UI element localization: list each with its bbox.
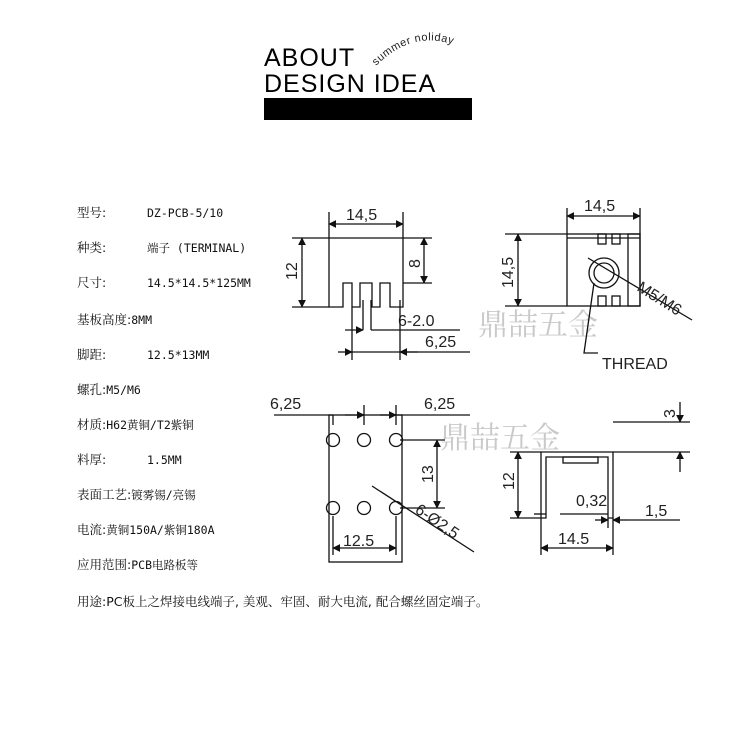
side-thread-label: THREAD	[602, 356, 668, 373]
profile-height: 12	[501, 472, 518, 490]
spec-row: 基板高度:8MM	[77, 312, 152, 327]
spec-row: 材质:H62黄铜/T2紫铜	[77, 417, 194, 432]
header-line-1: ABOUT	[264, 44, 356, 72]
side-height: 14,5	[500, 256, 517, 288]
bottom-horizontal: 12.5	[343, 533, 375, 550]
arc-text: summer noliday	[369, 31, 456, 69]
bottom-left: 6,25	[270, 396, 302, 413]
bottom-holes: 6-Ø2,5	[411, 501, 462, 543]
header-line-2: DESIGN IDEA	[264, 70, 437, 98]
watermark-1: 鼎喆五金	[478, 308, 598, 343]
spec-row: 种类: 端子 (TERMINAL)	[77, 240, 247, 255]
usage-text: 用途:PC板上之焊接电线端子, 美观、牢固、耐大电流, 配合螺丝固定端子。	[77, 594, 489, 609]
spec-row: 尺寸: 14.5*14.5*125MM	[77, 275, 251, 290]
watermark-2: 鼎喆五金	[440, 421, 560, 456]
profile-thickness: 0,32	[576, 493, 608, 510]
spec-row: 型号: DZ-PCB-5/10	[77, 205, 224, 220]
side-thread-size: M5/M6	[633, 278, 685, 320]
spec-row: 电流:黄铜150A/紫铜180A	[77, 522, 215, 537]
spec-row: 料厚: 1.5MM	[77, 452, 182, 467]
side-view	[500, 198, 692, 373]
spec-row: 脚距: 12.5*13MM	[77, 347, 210, 362]
profile-top: 3	[662, 409, 679, 418]
front-height: 12	[284, 262, 301, 280]
bottom-right: 6,25	[424, 396, 456, 413]
front-view	[284, 207, 470, 360]
profile-foot: 1,5	[645, 503, 668, 520]
bottom-vertical: 13	[420, 465, 437, 483]
profile-width: 14.5	[558, 531, 590, 548]
front-inner: 8	[407, 259, 424, 268]
spec-row: 表面工艺:镀雾锡/亮锡	[77, 487, 196, 502]
side-width: 14,5	[584, 198, 616, 215]
spec-row: 应用范围:PCB电路板等	[77, 557, 198, 572]
front-pin: 6-2.0	[398, 313, 435, 330]
front-width: 14,5	[346, 207, 378, 224]
front-pitch: 6,25	[425, 334, 457, 351]
spec-row: 螺孔:M5/M6	[77, 382, 141, 397]
